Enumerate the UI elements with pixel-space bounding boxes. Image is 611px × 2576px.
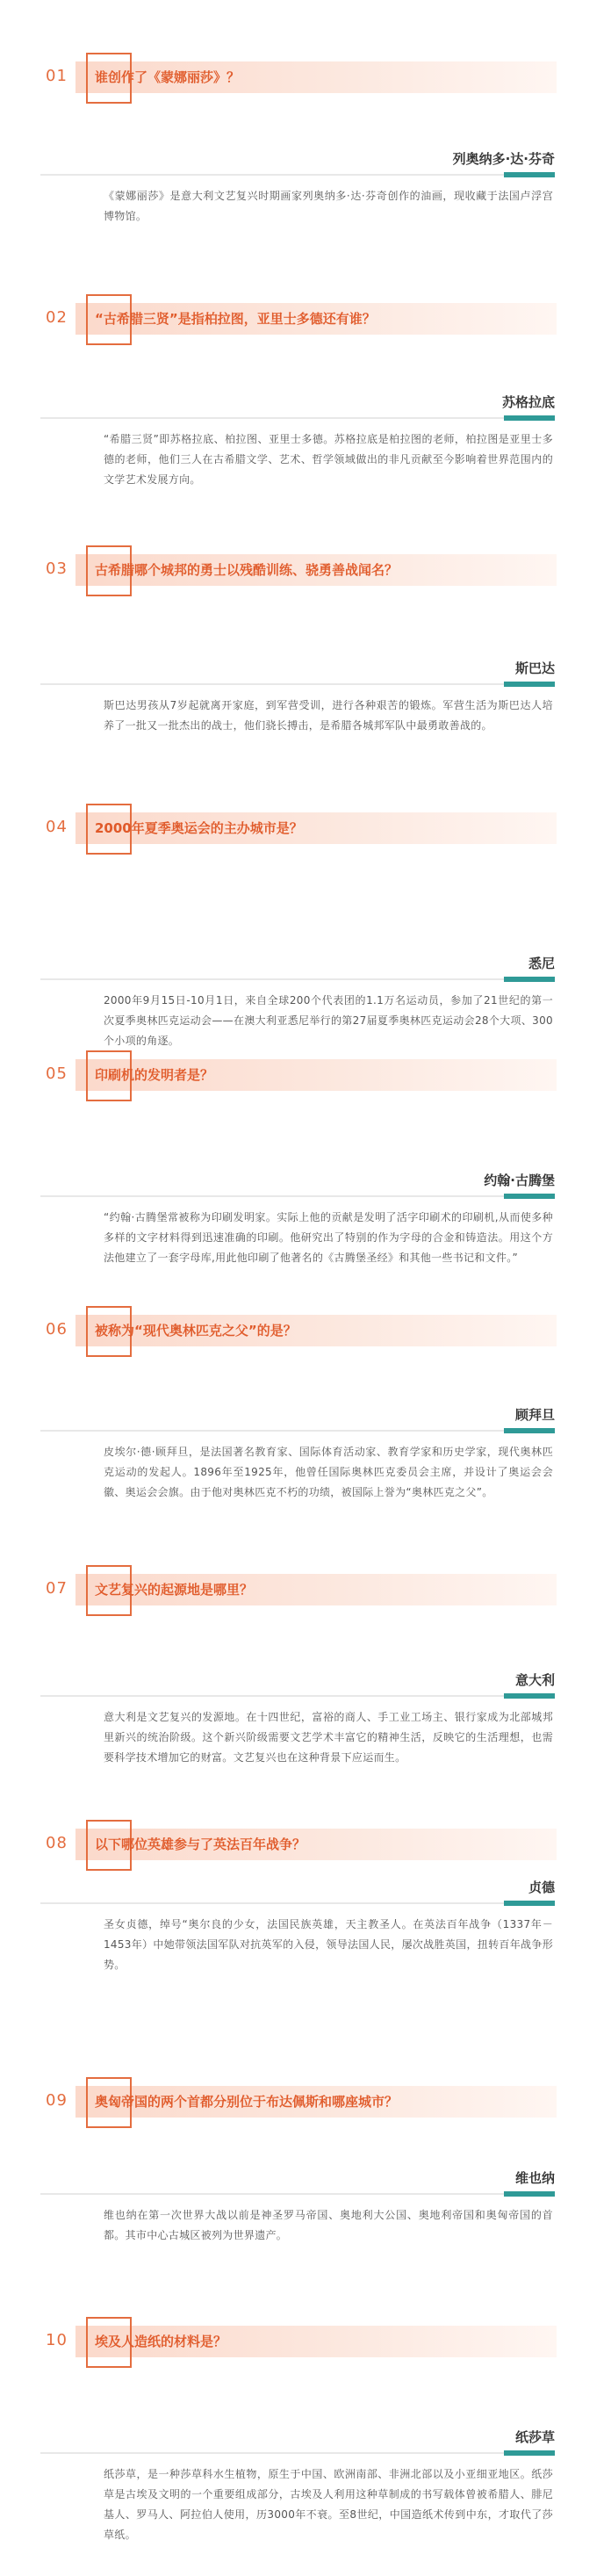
- question-text: 以下哪位英雄参与了英法百年战争？: [95, 1836, 306, 1852]
- answer-row: [0, 1869, 611, 1906]
- answer-divider: [40, 1902, 555, 1904]
- question-text: 文艺复兴的起源地是哪里？: [95, 1582, 254, 1598]
- question-number: 08: [46, 1834, 68, 1852]
- answer-divider: [40, 2193, 555, 2195]
- question-number: 03: [46, 559, 68, 578]
- answer-description: 《蒙娜丽莎》是意大利文艺复兴时期画家列奥纳多·达·芬奇创作的油画，现收藏于法国卢浮宫博物馆。: [104, 190, 553, 222]
- answer-description: 纸莎草，是一种莎草科水生植物，原生于中国、欧洲南部、非洲北部以及小亚细亚地区。纸莎草是古埃及文明的一个重要组成部分，古埃及人利用这种草制成的书写载体曾被希腊人、腓尼基人、罗马人、阿拉伯人使用，历3000年不衰。至8世纪，中国造纸术传到中东，才取代了莎草纸。: [104, 2468, 553, 2541]
- answer-divider: [40, 1695, 555, 1697]
- question-text: “古希腊三贤”是指柏拉图，亚里士多德还有谁？: [95, 311, 376, 327]
- answer-row: [0, 1162, 611, 1199]
- question-number: 07: [46, 1579, 68, 1598]
- answer-divider: [40, 978, 555, 980]
- answer-row: [0, 2419, 611, 2456]
- answer-description: 斯巴达男孩从7岁起就离开家庭，到军营受训，进行各种艰苦的锻炼。军营生活为斯巴达人培养了一批又一批杰出的战士，他们骁长搏击，是希腊各城邦军队中最勇敢善战的。: [104, 699, 553, 732]
- answer-text: 约翰·古腾堡: [484, 1173, 555, 1188]
- answer-divider: [40, 1195, 555, 1197]
- answer-divider: [40, 683, 555, 685]
- question-row: [0, 53, 611, 104]
- answer-description: “约翰·古腾堡常被称为印刷发明家。实际上他的贡献是发明了活字印刷术的印刷机,从而使多种多样的文字材料得到迅速准确的印刷。他研究出了特别的作为字母的合金和铸造法。用这个方法他建立了一套字母库,用此他印刷了他著名的《古腾堡圣经》和其他一些书记和文件。”: [104, 1211, 553, 1264]
- answer-accent-bar: [504, 2450, 555, 2456]
- question-number: 04: [46, 818, 68, 836]
- answer-row: [0, 2160, 611, 2197]
- question-text: 2000年夏季奥运会的主办城市是？: [95, 820, 303, 836]
- question-text: 印刷机的发明者是？: [95, 1067, 214, 1083]
- question-row: [0, 294, 611, 345]
- answer-text: 意大利: [514, 1672, 555, 1688]
- answer-row: [0, 1662, 611, 1699]
- answer-accent-bar: [504, 2191, 555, 2197]
- answer-description: 圣女贞德，绰号“奥尔良的少女，法国民族英雄，天主教圣人。在英法百年战争（1337年－1453年）中她带领法国军队对抗英军的入侵，领导法国人民，屡次战胜英国，扭转百年战争形势。: [104, 1918, 553, 1971]
- answer-accent-bar: [504, 1194, 555, 1199]
- answer-text: 悉尼: [528, 956, 555, 971]
- question-row: [0, 804, 611, 855]
- answer-text: 维也纳: [514, 2170, 555, 2186]
- question-number: 06: [46, 1320, 68, 1339]
- answer-description: 意大利是文艺复兴的发源地。在十四世纪，富裕的商人、手工业工场主、银行家成为北部城邦里新兴的统治阶级。这个新兴阶级需要文艺学术丰富它的精神生活，反映它的生活理想，也需要科学技术增加它的财富。文艺复兴也在这种背景下应运而生。: [104, 1711, 553, 1764]
- question-number: 02: [46, 308, 68, 327]
- answer-accent-bar: [504, 682, 555, 687]
- question-text: 被称为“现代奥林匹克之父”的是？: [95, 1323, 297, 1339]
- question-row: [0, 1820, 611, 1871]
- answer-text: 纸莎草: [514, 2429, 555, 2445]
- question-text: 谁创作了《蒙娜丽莎》？: [95, 69, 241, 85]
- answer-row: [0, 650, 611, 687]
- answer-description: 皮埃尔·德·顾拜旦，是法国著名教育家、国际体育活动家、教育学家和历史学家，现代奥林匹克运动的发起人。1896年至1925年，他曾任国际奥林匹克委员会主席，并设计了奥运会会徽、奥运会会旗。由于他对奥林匹克不朽的功绩，被国际上誉为“奥林匹克之父”。: [104, 1446, 553, 1498]
- answer-row: [0, 384, 611, 421]
- question-text: 奥匈帝国的两个首都分别位于布达佩斯和哪座城市？: [95, 2094, 399, 2110]
- answer-accent-bar: [504, 1428, 555, 1433]
- answer-accent-bar: [504, 1693, 555, 1699]
- answer-accent-bar: [504, 1901, 555, 1906]
- answer-text: 苏格拉底: [501, 394, 555, 410]
- question-text: 埃及人造纸的材料是？: [95, 2334, 227, 2349]
- question-text: 古希腊哪个城邦的勇士以残酷训练、骁勇善战闻名？: [95, 562, 399, 578]
- question-row: [0, 2317, 611, 2368]
- answer-text: 列奥纳多·达·芬奇: [452, 151, 555, 167]
- answer-text: 斯巴达: [514, 660, 555, 676]
- question-number: 05: [46, 1064, 68, 1083]
- answer-accent-bar: [504, 977, 555, 982]
- question-row: [0, 1565, 611, 1616]
- question-row: [0, 2077, 611, 2128]
- answer-text: 顾拜旦: [514, 1407, 555, 1423]
- answer-text: 贞德: [528, 1880, 555, 1895]
- question-number: 09: [46, 2091, 68, 2110]
- question-row: [0, 1306, 611, 1357]
- question-number: 10: [46, 2331, 68, 2349]
- answer-row: [0, 141, 611, 177]
- answer-divider: [40, 2452, 555, 2454]
- question-row: [0, 1050, 611, 1101]
- question-row: [0, 545, 611, 596]
- answer-accent-bar: [504, 415, 555, 421]
- answer-row: [0, 1396, 611, 1433]
- answer-description: “希腊三贤”即苏格拉底、柏拉图、亚里士多德。苏格拉底是柏拉图的老师，柏拉图是亚里士多德的老师，他们三人在古希腊文学、艺术、哲学领域做出的非凡贡献至今影响着世界范围内的文学艺术发展方向。: [104, 433, 553, 486]
- answer-row: [0, 945, 611, 982]
- answer-accent-bar: [504, 172, 555, 177]
- answer-description: 维也纳在第一次世界大战以前是神圣罗马帝国、奥地利大公国、奥地利帝国和奥匈帝国的首都。其市中心古城区被列为世界遗产。: [104, 2209, 553, 2241]
- answer-divider: [40, 174, 555, 176]
- question-number: 01: [46, 67, 68, 85]
- answer-divider: [40, 417, 555, 419]
- answer-divider: [40, 1430, 555, 1432]
- answer-description: 2000年9月15日-10月1日，来自全球200个代表团的1.1万名运动员，参加了21世纪的第一次夏季奥林匹克运动会——在澳大利亚悉尼举行的第27届夏季奥林匹克运动会28个大项、300个小项的角逐。: [104, 994, 553, 1047]
